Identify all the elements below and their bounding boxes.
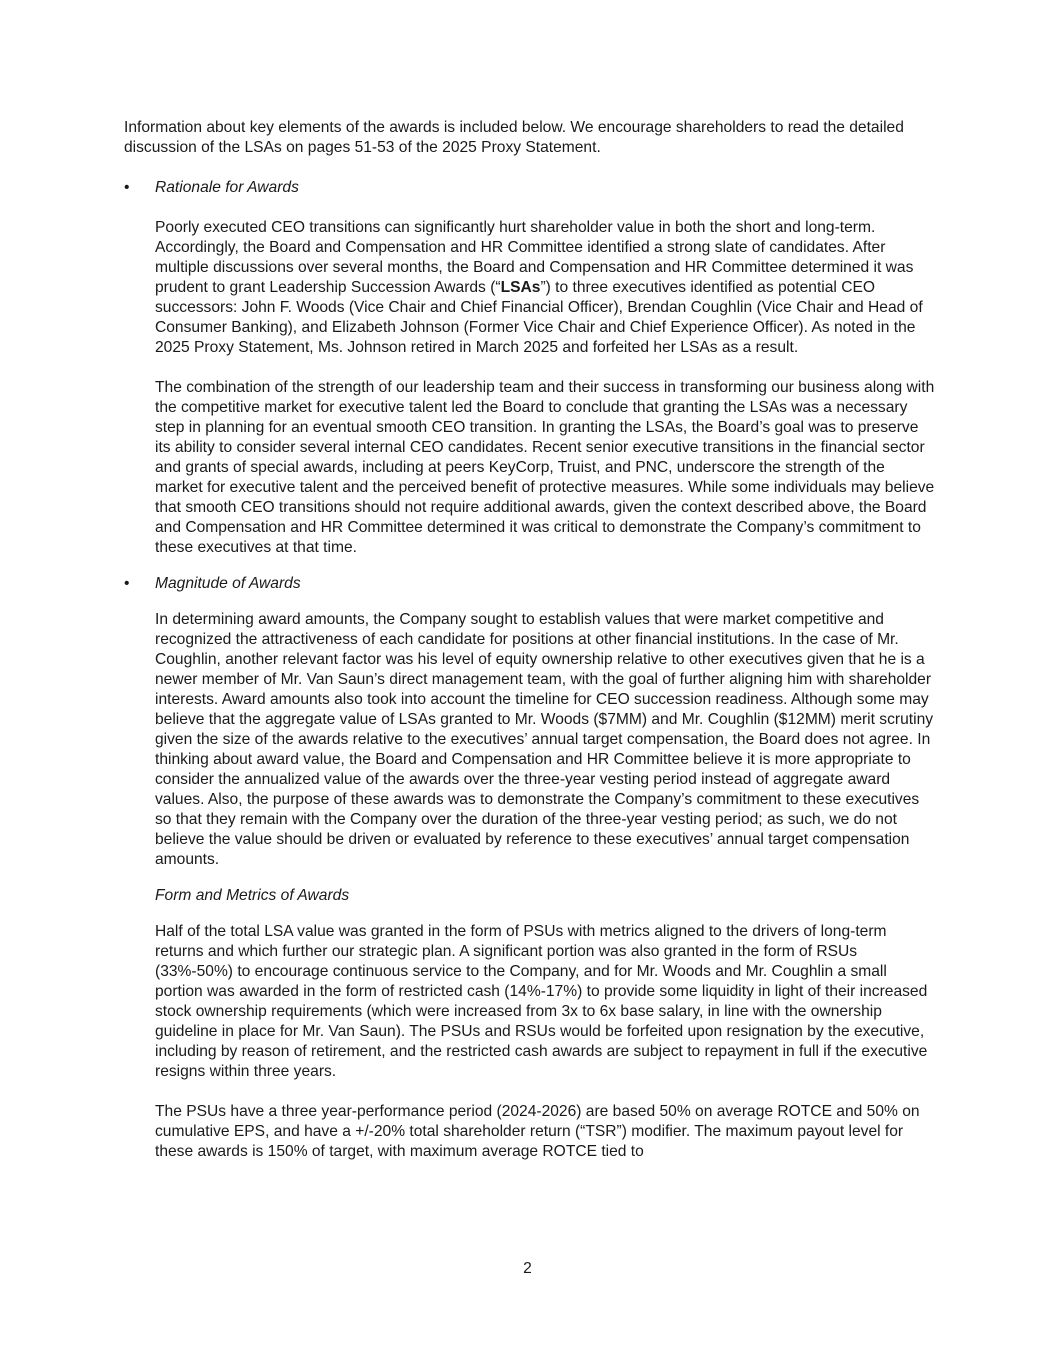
form-heading: Form and Metrics of Awards <box>155 887 350 904</box>
rationale-heading: Rationale for Awards <box>155 179 299 196</box>
rationale-paragraph-1: Poorly executed CEO transitions can significantly hurt shareholder value in both the short and long-term. Accordingly, the Board and Compensation and HR Committee identified a strong slate of candidates. After multiple discussions over several months, the Board and Compensation and HR Committee determined it was prudent to grant Leadership Succession Awards (“LSAs”) to three executives identified as potential CEO successors: John F. Woods (Vice Chair and Chief Financial Officer), Brendan Coughlin (Vice Chair and Head of Consumer Banking), and Elizabeth Johnson (Former Vice Chair and Chief Experience Officer). As noted in the 2025 Proxy Statement, Ms. Johnson retired in March 2025 and forfeited her LSAs as a result. <box>155 219 923 356</box>
bullet-icon: • <box>124 179 130 196</box>
bullet-rationale <box>124 178 936 198</box>
magnitude-heading: Magnitude of Awards <box>155 575 301 592</box>
bullet-icon: • <box>124 575 130 592</box>
lsas-term: LSAs <box>500 279 541 296</box>
document-page <box>124 118 936 1162</box>
form-paragraph-2: The PSUs have a three year-performance period (2024-2026) are based 50% on average ROTCE and 50% on cumulative EPS, and have a +/-20% total shareholder return (“TSR”) modifier. The maximum payout level for these awards is 150% of target, with maximum average ROTCE tied to <box>155 1103 920 1160</box>
bullet-magnitude <box>124 574 936 594</box>
rationale-paragraph-2: The combination of the strength of our leadership team and their success in transforming our business along with the competitive market for executive talent led the Board to conclude that granting the LSAs was a necessary step in planning for an eventual smooth CEO transition. In granting the LSAs, the Board’s goal was to preserve its ability to consider several internal CEO candidates. Recent senior executive transitions in the financial sector and grants of special awards, including at peers KeyCorp, Truist, and PNC, underscore the strength of the market for executive talent and the perceived benefit of protective measures. While some individuals may believe that smooth CEO transitions should not require additional awards, given the context described above, the Board and Compensation and HR Committee determined it was critical to demonstrate the Company’s commitment to these executives at that time. <box>155 379 935 556</box>
form-paragraph-1: Half of the total LSA value was granted in the form of PSUs with metrics aligned to the drivers of long-term returns and which further our strategic plan. A significant portion was also granted in the form of RSUs (33%-50%) to encourage continuous service to the Company, and for Mr. Woods and Mr. Coughlin a small portion was awarded in the form of restricted cash (14%-17%) to provide some liquidity in light of their increased stock ownership requirements (which were increased from 3x to 6x base salary, in line with the ownership guideline in place for Mr. Van Saun). The PSUs and RSUs would be forfeited upon resignation by the executive, including by reason of retirement, and the restricted cash awards are subject to repayment in full if the executive resigns within three years. <box>155 923 928 1080</box>
intro-paragraph: Information about key elements of the awards is included below. We encourage shareholders to read the detailed discussion of the LSAs on pages 51-53 of the 2025 Proxy Statement. <box>124 119 904 156</box>
page-number: 2 <box>523 1260 532 1277</box>
magnitude-paragraph: In determining award amounts, the Company sought to establish values that were market competitive and recognized the attractiveness of each candidate for positions at other financial institutions. In the case of Mr. Coughlin, another relevant factor was his level of equity ownership relative to other executives given that he is a newer member of Mr. Van Saun’s direct management team, with the goal of further aligning him with shareholder interests. Award amounts also took into account the timeline for CEO succession readiness. Although some may believe that the aggregate value of LSAs granted to Mr. Woods ($7MM) and Mr. Coughlin ($12MM) merit scrutiny given the size of the awards relative to the executives’ annual target compensation, the Board does not agree. In thinking about award value, the Board and Compensation and HR Committee believe it is more appropriate to consider the annualized value of the awards over the three-year vesting period instead of aggregate award values. Also, the purpose of these awards was to demonstrate the Company’s commitment to these executives so that they remain with the Company over the duration of the three-year vesting period; as such, we do not believe the value should be driven or evaluated by reference to these executives’ annual target compensation amounts. <box>155 611 934 868</box>
